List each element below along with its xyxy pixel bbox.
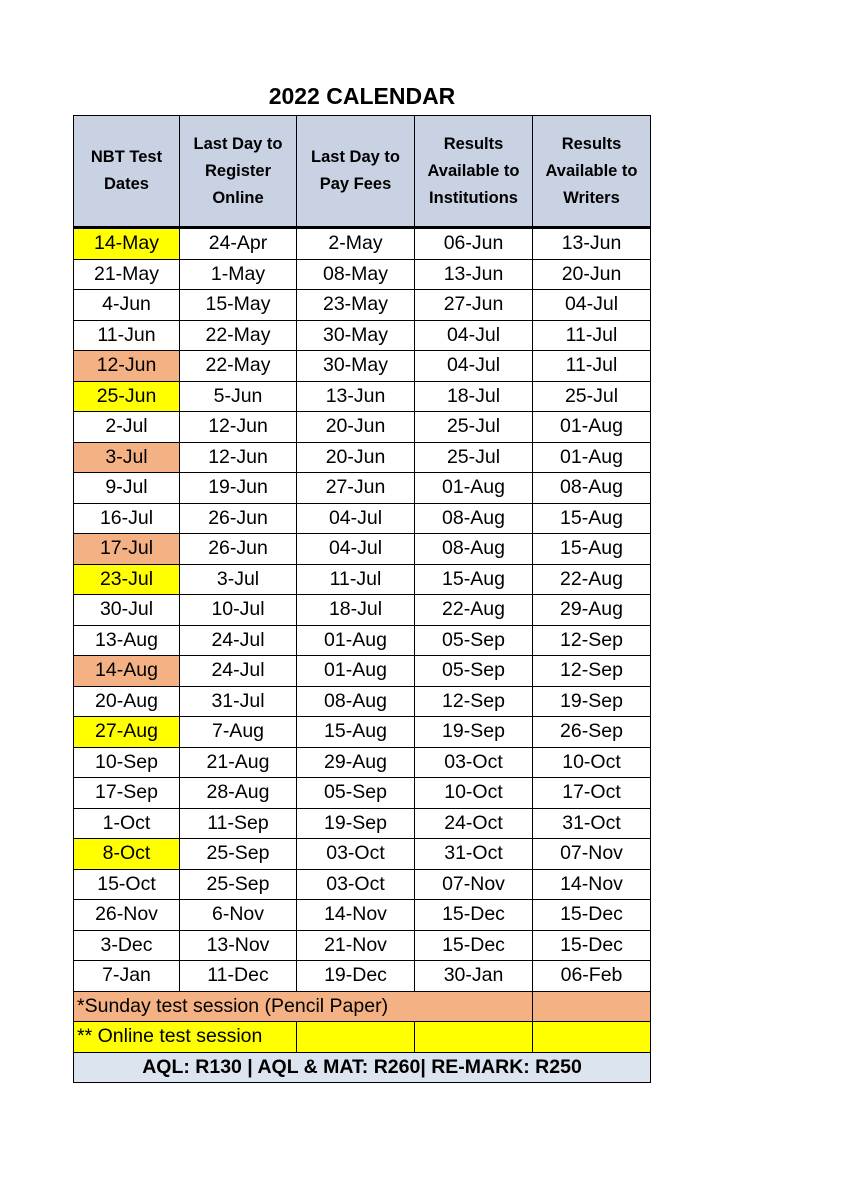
results-institutions-cell: 12-Sep: [415, 686, 533, 717]
results-institutions-cell: 01-Aug: [415, 473, 533, 504]
pay-fees-cell: 05-Sep: [297, 778, 415, 809]
results-institutions-cell: 30-Jan: [415, 961, 533, 992]
test-date-cell: 17-Sep: [74, 778, 180, 809]
results-writers-cell: 20-Jun: [533, 259, 651, 290]
results-institutions-cell: 08-Aug: [415, 503, 533, 534]
pay-fees-cell: 30-May: [297, 351, 415, 382]
legend-sunday-note: *Sunday test session (Pencil Paper): [74, 991, 533, 1022]
table-row: [74, 351, 651, 382]
register-online-cell: 22-May: [180, 351, 297, 382]
register-online-cell: 26-Jun: [180, 534, 297, 565]
register-online-cell: 6-Nov: [180, 900, 297, 931]
table-row: [74, 869, 651, 900]
register-online-cell: 24-Apr: [180, 228, 297, 260]
register-online-cell: 26-Jun: [180, 503, 297, 534]
results-writers-cell: 15-Dec: [533, 900, 651, 931]
results-writers-cell: 25-Jul: [533, 381, 651, 412]
pay-fees-cell: 29-Aug: [297, 747, 415, 778]
table-row: [74, 534, 651, 565]
test-date-cell: 9-Jul: [74, 473, 180, 504]
table-row: [74, 900, 651, 931]
results-writers-cell: 22-Aug: [533, 564, 651, 595]
register-online-cell: 7-Aug: [180, 717, 297, 748]
results-institutions-cell: 05-Sep: [415, 656, 533, 687]
pay-fees-cell: 01-Aug: [297, 656, 415, 687]
legend-online-swatch: [415, 1022, 533, 1053]
results-institutions-cell: 04-Jul: [415, 320, 533, 351]
legend-online-swatch: [533, 1022, 651, 1053]
pay-fees-cell: 04-Jul: [297, 503, 415, 534]
results-writers-cell: 19-Sep: [533, 686, 651, 717]
register-online-cell: 31-Jul: [180, 686, 297, 717]
header-row: [74, 116, 651, 228]
results-institutions-cell: 04-Jul: [415, 351, 533, 382]
register-online-cell: 19-Jun: [180, 473, 297, 504]
fees-row: [74, 1052, 651, 1083]
test-date-cell: 21-May: [74, 259, 180, 290]
results-institutions-cell: 15-Aug: [415, 564, 533, 595]
pay-fees-cell: 13-Jun: [297, 381, 415, 412]
test-date-cell: 13-Aug: [74, 625, 180, 656]
pay-fees-cell: 03-Oct: [297, 839, 415, 870]
register-online-cell: 12-Jun: [180, 442, 297, 473]
pay-fees-cell: 15-Aug: [297, 717, 415, 748]
pay-fees-cell: 20-Jun: [297, 412, 415, 443]
results-institutions-cell: 15-Dec: [415, 900, 533, 931]
results-institutions-cell: 08-Aug: [415, 534, 533, 565]
results-writers-cell: 01-Aug: [533, 412, 651, 443]
test-date-cell: 3-Jul: [74, 442, 180, 473]
pay-fees-cell: 08-Aug: [297, 686, 415, 717]
register-online-cell: 15-May: [180, 290, 297, 321]
results-institutions-cell: 19-Sep: [415, 717, 533, 748]
register-online-cell: 11-Sep: [180, 808, 297, 839]
results-writers-cell: 15-Aug: [533, 534, 651, 565]
results-writers-cell: 07-Nov: [533, 839, 651, 870]
results-writers-cell: 10-Oct: [533, 747, 651, 778]
register-online-cell: 13-Nov: [180, 930, 297, 961]
results-writers-cell: 17-Oct: [533, 778, 651, 809]
table-row: [74, 839, 651, 870]
register-online-cell: 24-Jul: [180, 656, 297, 687]
register-online-cell: 25-Sep: [180, 839, 297, 870]
results-writers-cell: 13-Jun: [533, 228, 651, 260]
register-online-cell: 25-Sep: [180, 869, 297, 900]
results-institutions-cell: 03-Oct: [415, 747, 533, 778]
pay-fees-cell: 01-Aug: [297, 625, 415, 656]
legend-online-row: [74, 1022, 651, 1053]
pay-fees-cell: 2-May: [297, 228, 415, 260]
results-writers-cell: 15-Dec: [533, 930, 651, 961]
test-date-cell: 23-Jul: [74, 564, 180, 595]
legend-sunday-row: [74, 991, 651, 1022]
table-row: [74, 228, 651, 260]
pay-fees-cell: 14-Nov: [297, 900, 415, 931]
results-institutions-cell: 24-Oct: [415, 808, 533, 839]
test-date-cell: 3-Dec: [74, 930, 180, 961]
pay-fees-cell: 04-Jul: [297, 534, 415, 565]
results-writers-cell: 01-Aug: [533, 442, 651, 473]
register-online-cell: 22-May: [180, 320, 297, 351]
test-date-cell: 10-Sep: [74, 747, 180, 778]
results-institutions-cell: 27-Jun: [415, 290, 533, 321]
results-institutions-cell: 05-Sep: [415, 625, 533, 656]
pay-fees-cell: 20-Jun: [297, 442, 415, 473]
results-writers-cell: 04-Jul: [533, 290, 651, 321]
results-writers-cell: 08-Aug: [533, 473, 651, 504]
results-writers-cell: 31-Oct: [533, 808, 651, 839]
page-title: 2022 CALENDAR: [268, 83, 456, 109]
header-pay-fees: Last Day to Pay Fees: [297, 116, 415, 228]
register-online-cell: 1-May: [180, 259, 297, 290]
register-online-cell: 12-Jun: [180, 412, 297, 443]
test-date-cell: 30-Jul: [74, 595, 180, 626]
results-institutions-cell: 15-Dec: [415, 930, 533, 961]
results-writers-cell: 15-Aug: [533, 503, 651, 534]
results-writers-cell: 12-Sep: [533, 656, 651, 687]
pay-fees-cell: 08-May: [297, 259, 415, 290]
header-register-online: Last Day to Register Online: [180, 116, 297, 228]
legend-sunday-swatch: [533, 991, 651, 1022]
register-online-cell: 28-Aug: [180, 778, 297, 809]
table-row: [74, 412, 651, 443]
results-institutions-cell: 07-Nov: [415, 869, 533, 900]
pay-fees-cell: 18-Jul: [297, 595, 415, 626]
table-row: [74, 808, 651, 839]
results-writers-cell: 26-Sep: [533, 717, 651, 748]
results-institutions-cell: 25-Jul: [415, 442, 533, 473]
register-online-cell: 11-Dec: [180, 961, 297, 992]
test-date-cell: 20-Aug: [74, 686, 180, 717]
test-date-cell: 17-Jul: [74, 534, 180, 565]
results-institutions-cell: 22-Aug: [415, 595, 533, 626]
pay-fees-cell: 03-Oct: [297, 869, 415, 900]
table-row: [74, 564, 651, 595]
register-online-cell: 3-Jul: [180, 564, 297, 595]
test-date-cell: 2-Jul: [74, 412, 180, 443]
results-writers-cell: 12-Sep: [533, 625, 651, 656]
pay-fees-cell: 27-Jun: [297, 473, 415, 504]
pay-fees-cell: 30-May: [297, 320, 415, 351]
header-results-writers: Results Available to Writers: [533, 116, 651, 228]
table-row: [74, 320, 651, 351]
header-results-institutions: Results Available to Institutions: [415, 116, 533, 228]
table-row: [74, 381, 651, 412]
results-writers-cell: 14-Nov: [533, 869, 651, 900]
test-date-cell: 25-Jun: [74, 381, 180, 412]
table-row: [74, 778, 651, 809]
table-row: [74, 503, 651, 534]
test-date-cell: 14-May: [74, 228, 180, 260]
table-row: [74, 961, 651, 992]
table-row: [74, 930, 651, 961]
table-row: [74, 473, 651, 504]
table-row: [74, 747, 651, 778]
legend-online-swatch: [297, 1022, 415, 1053]
test-date-cell: 8-Oct: [74, 839, 180, 870]
test-date-cell: 16-Jul: [74, 503, 180, 534]
test-date-cell: 12-Jun: [74, 351, 180, 382]
test-date-cell: 27-Aug: [74, 717, 180, 748]
pay-fees-cell: 21-Nov: [297, 930, 415, 961]
table-row: [74, 717, 651, 748]
results-institutions-cell: 18-Jul: [415, 381, 533, 412]
calendar-table: [73, 115, 651, 1083]
results-institutions-cell: 13-Jun: [415, 259, 533, 290]
results-institutions-cell: 31-Oct: [415, 839, 533, 870]
pay-fees-cell: 11-Jul: [297, 564, 415, 595]
results-writers-cell: 11-Jul: [533, 351, 651, 382]
results-writers-cell: 06-Feb: [533, 961, 651, 992]
table-row: [74, 259, 651, 290]
test-date-cell: 14-Aug: [74, 656, 180, 687]
fees-note: AQL: R130 | AQL & MAT: R260| RE-MARK: R250: [74, 1052, 651, 1083]
register-online-cell: 24-Jul: [180, 625, 297, 656]
results-writers-cell: 11-Jul: [533, 320, 651, 351]
test-date-cell: 7-Jan: [74, 961, 180, 992]
test-date-cell: 26-Nov: [74, 900, 180, 931]
table-row: [74, 442, 651, 473]
results-institutions-cell: 06-Jun: [415, 228, 533, 260]
table-row: [74, 290, 651, 321]
pay-fees-cell: 23-May: [297, 290, 415, 321]
register-online-cell: 10-Jul: [180, 595, 297, 626]
table-row: [74, 625, 651, 656]
test-date-cell: 1-Oct: [74, 808, 180, 839]
header-test-dates: NBT Test Dates: [74, 116, 180, 228]
table-row: [74, 686, 651, 717]
register-online-cell: 21-Aug: [180, 747, 297, 778]
table-row: [74, 656, 651, 687]
test-date-cell: 11-Jun: [74, 320, 180, 351]
legend-online-note: ** Online test session: [74, 1022, 297, 1053]
calendar-body: [74, 228, 651, 1083]
results-writers-cell: 29-Aug: [533, 595, 651, 626]
test-date-cell: 4-Jun: [74, 290, 180, 321]
table-row: [74, 595, 651, 626]
test-date-cell: 15-Oct: [74, 869, 180, 900]
pay-fees-cell: 19-Dec: [297, 961, 415, 992]
register-online-cell: 5-Jun: [180, 381, 297, 412]
results-institutions-cell: 25-Jul: [415, 412, 533, 443]
pay-fees-cell: 19-Sep: [297, 808, 415, 839]
results-institutions-cell: 10-Oct: [415, 778, 533, 809]
